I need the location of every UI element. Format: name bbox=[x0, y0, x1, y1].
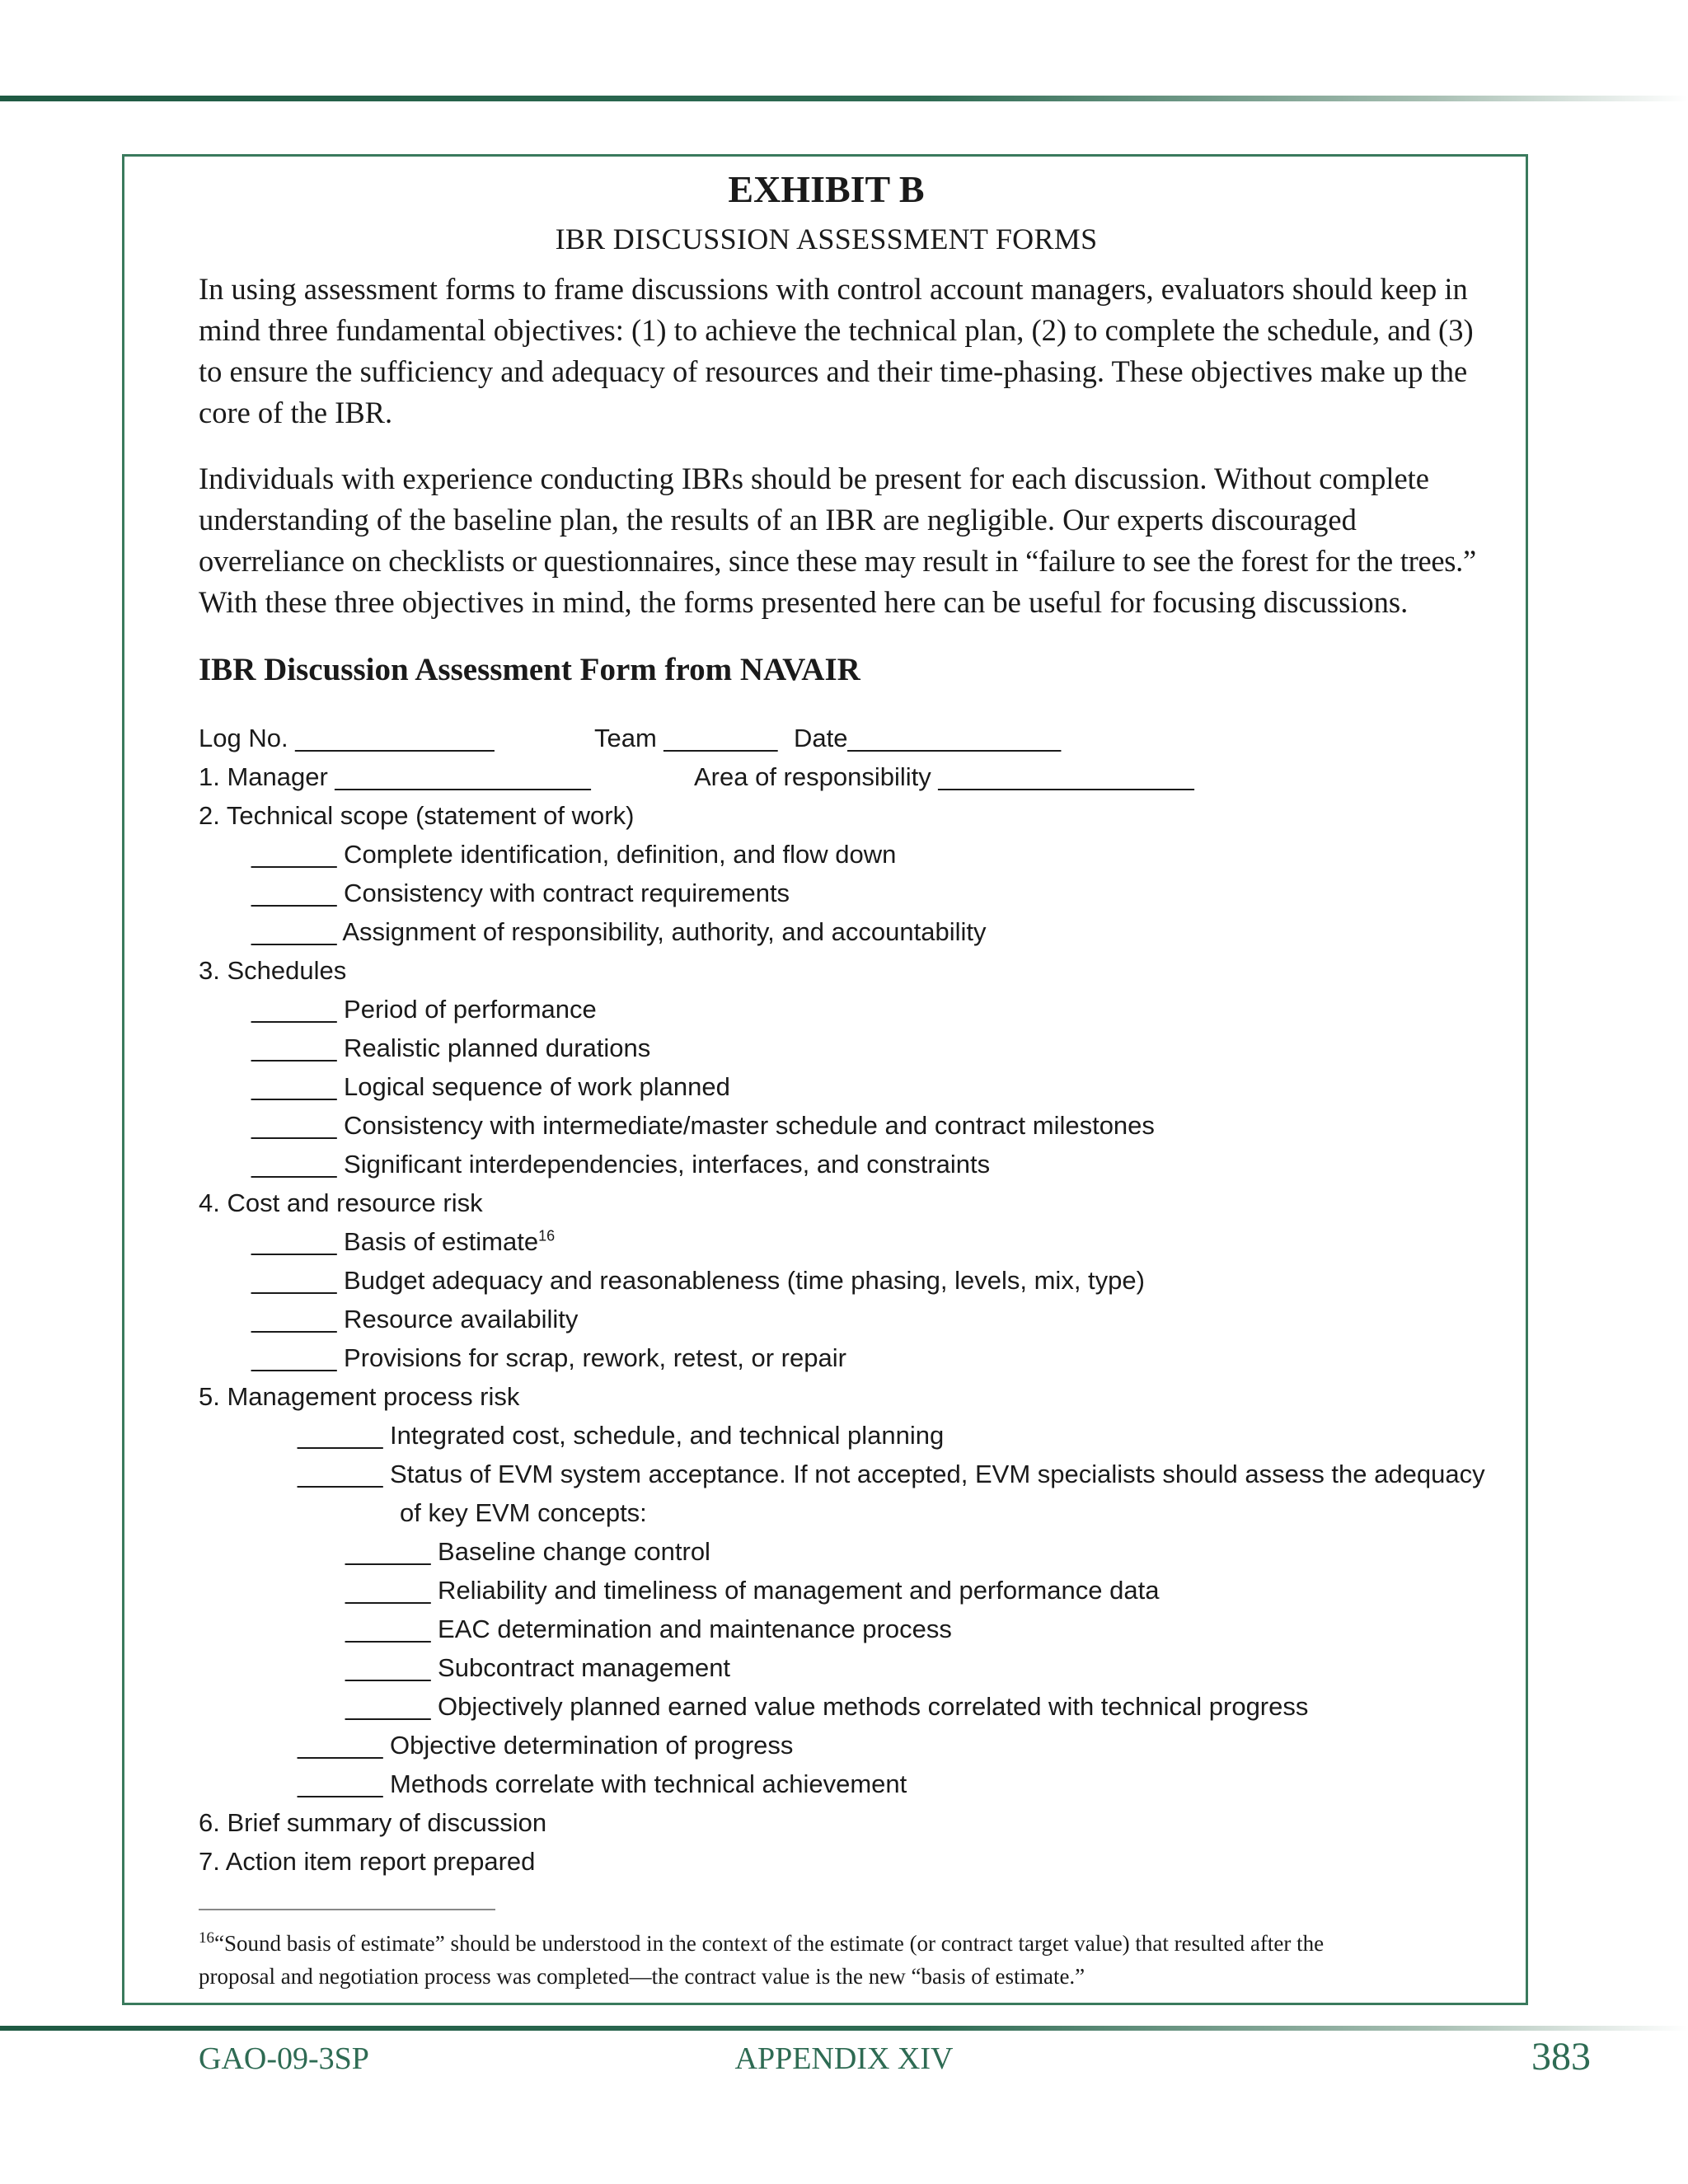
team-field: Team ________ bbox=[594, 724, 778, 752]
checklist-item-continuation: of key EVM concepts: bbox=[400, 1498, 647, 1527]
intro-p1-line: to ensure the sufficiency and adequacy of resources and their time-phasing. These objectives make up the bbox=[199, 354, 1468, 388]
intro-p2-line: Individuals with experience conducting IBRs should be present for each discussion. Without complete bbox=[199, 462, 1430, 495]
checklist-item: ______ Objective determination of progress bbox=[298, 1731, 794, 1760]
checklist-item: ______ Consistency with intermediate/master schedule and contract milestones bbox=[251, 1111, 1155, 1140]
intro-p2-line: With these three objectives in mind, the forms presented here can be useful for focusing discussions. bbox=[199, 585, 1409, 619]
footnote-number: 16 bbox=[199, 1929, 214, 1947]
checklist-item: ______ Status of EVM system acceptance. If not accepted, EVM specialists should assess the adequacy bbox=[298, 1460, 1485, 1488]
log-no-field: Log No. ______________ bbox=[199, 724, 495, 752]
section-3-heading: 3. Schedules bbox=[199, 956, 347, 985]
exhibit-subtitle: IBR DISCUSSION ASSESSMENT FORMS bbox=[555, 223, 1098, 255]
checklist-subitem: ______ Reliability and timeliness of management and performance data bbox=[345, 1576, 1160, 1605]
section-6-heading: 6. Brief summary of discussion bbox=[199, 1808, 547, 1837]
manager-field: 1. Manager __________________ bbox=[199, 762, 591, 791]
checklist-subitem: ______ Subcontract management bbox=[345, 1653, 731, 1682]
assessment-form bbox=[199, 719, 1484, 1881]
footnote-ref: 16 bbox=[538, 1227, 556, 1244]
area-of-responsibility-field: Area of responsibility __________________ bbox=[694, 762, 1194, 791]
section-4-heading: 4. Cost and resource risk bbox=[199, 1188, 483, 1217]
checklist-item: ______ Period of performance bbox=[251, 995, 597, 1024]
intro-p2-line: overreliance on checklists or questionnaires, since these may result in “failure to see the forest for the trees.” bbox=[199, 544, 1476, 578]
top-rule bbox=[0, 96, 1688, 101]
section-2-heading: 2. Technical scope (statement of work) bbox=[199, 801, 635, 830]
checklist-item: ______ Consistency with contract requirements bbox=[251, 879, 790, 907]
intro-paragraph-1 bbox=[199, 269, 1484, 434]
checklist-item: ______ Realistic planned durations bbox=[251, 1033, 651, 1062]
checklist-item: ______ Methods correlate with technical achievement bbox=[298, 1769, 907, 1798]
checklist-item: ______ Significant interdependencies, interfaces, and constraints bbox=[251, 1150, 991, 1179]
form-title: IBR Discussion Assessment Form from NAVAIR bbox=[199, 652, 860, 687]
section-label: APPENDIX XIV bbox=[734, 2041, 954, 2076]
intro-p1-line: core of the IBR. bbox=[199, 396, 393, 429]
checklist-item: ______ Integrated cost, schedule, and technical planning bbox=[298, 1421, 945, 1450]
footnote-line: $^{16}$“Sound basis of estimate” should be understood in the context of the estimate (or contract target value) that resulted after the bbox=[199, 1929, 1325, 1956]
checklist-subitem: ______ EAC determination and maintenance process bbox=[345, 1615, 952, 1643]
checklist-item: ______ Logical sequence of work planned bbox=[251, 1072, 730, 1101]
checklist-item: ______ Budget adequacy and reasonableness (time phasing, levels, mix, type) bbox=[251, 1266, 1145, 1295]
page-footer bbox=[0, 2034, 1688, 2083]
intro-p1-line: In using assessment forms to frame discussions with control account managers, evaluators should keep in bbox=[199, 272, 1468, 306]
checklist-item: ______ Assignment of responsibility, authority, and accountability bbox=[251, 917, 987, 946]
section-5-heading: 5. Management process risk bbox=[199, 1382, 520, 1411]
checklist-subitem: ______ Baseline change control bbox=[345, 1537, 710, 1566]
intro-p2-line: understanding of the baseline plan, the results of an IBR are negligible. Our experts discouraged bbox=[199, 503, 1357, 537]
page-number: 383 bbox=[1531, 2035, 1591, 2079]
date-field: Date_______________ bbox=[794, 724, 1062, 752]
checklist-item: ______ Basis of estimate$^{16}$ bbox=[251, 1227, 556, 1256]
report-number: GAO-09-3SP bbox=[199, 2041, 369, 2076]
form-manager-row bbox=[199, 757, 1484, 796]
checklist-subitem: ______ Objectively planned earned value methods correlated with technical progress bbox=[345, 1692, 1309, 1721]
checklist-item: ______ Provisions for scrap, rework, retest, or repair bbox=[251, 1343, 846, 1372]
intro-paragraph-2 bbox=[199, 458, 1484, 623]
checklist-item: ______ Resource availability bbox=[251, 1305, 579, 1333]
footnote-divider bbox=[199, 1909, 495, 1910]
footnote-line: proposal and negotiation process was completed—the contract value is the new “basis of estimate.” bbox=[199, 1964, 1085, 1989]
exhibit-title: EXHIBIT B bbox=[728, 168, 925, 210]
exhibit-content bbox=[199, 165, 1484, 1993]
form-header-row bbox=[199, 719, 1484, 757]
checklist-item: ______ Complete identification, definition, and flow down bbox=[251, 840, 897, 869]
bottom-rule bbox=[0, 2026, 1688, 2031]
intro-p1-line: mind three fundamental objectives: (1) to achieve the technical plan, (2) to complete the schedule, and (3) bbox=[199, 313, 1474, 347]
section-7-heading: 7. Action item report prepared bbox=[199, 1847, 536, 1876]
footnote bbox=[199, 1927, 1484, 1993]
